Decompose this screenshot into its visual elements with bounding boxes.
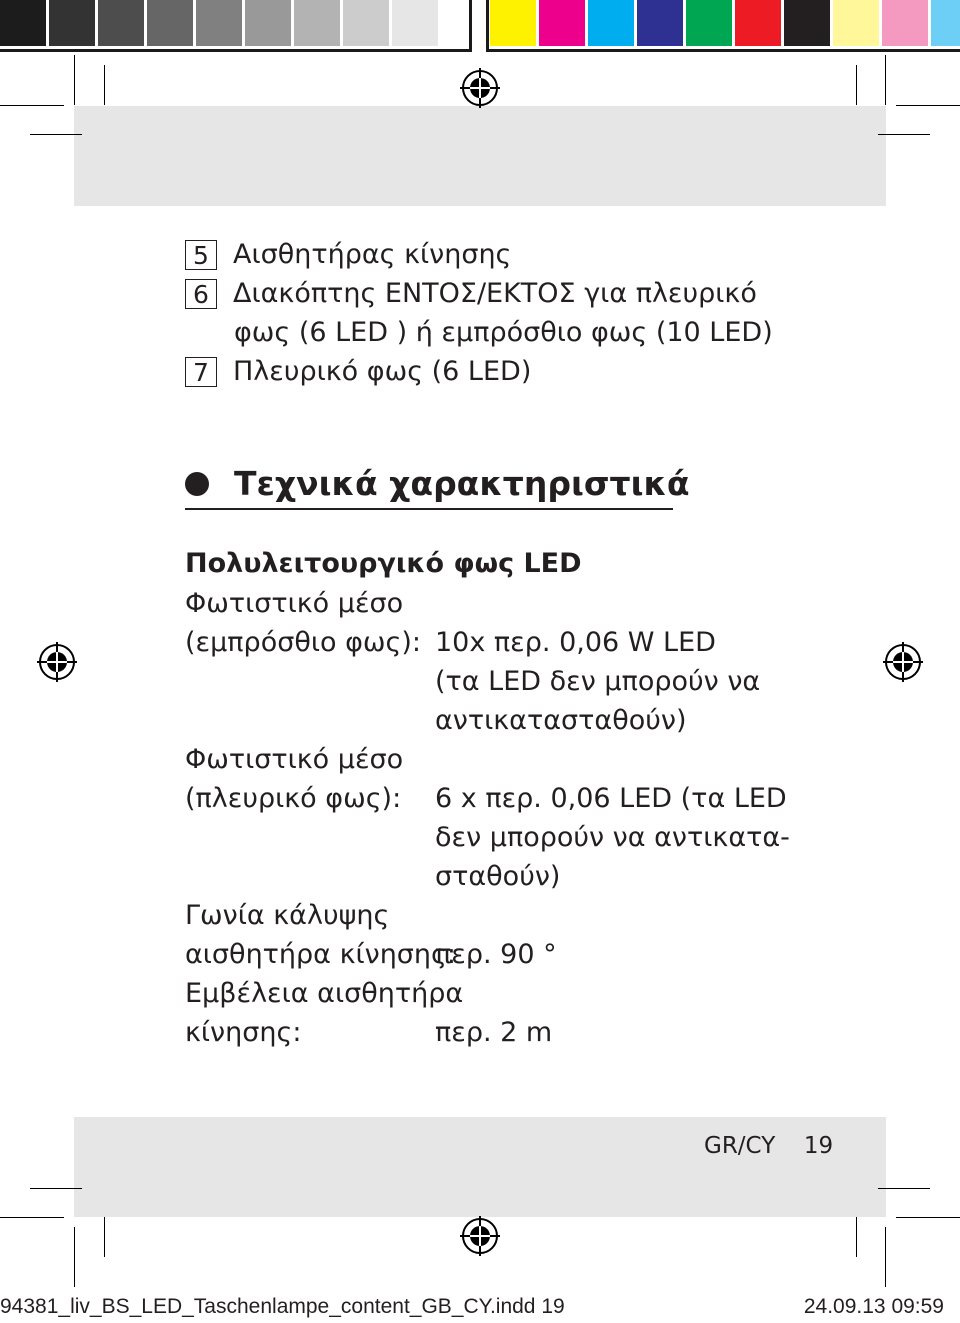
crop-mark [885,1227,886,1287]
crop-mark [856,1217,857,1257]
list-item-6-continued [234,312,773,352]
crop-mark [104,65,105,105]
spec-label: (εμπρόσθιο φως): [185,627,421,658]
spec-label: Φωτιστικό μέσο [185,744,404,775]
registration-mark-icon [883,642,923,682]
crop-mark [30,134,82,135]
color-bar-frame [486,0,960,52]
registration-mark-icon [460,1216,500,1256]
list-item-7 [185,351,531,391]
spec-value: (τα LED δεν μπορούν να [435,666,761,697]
subsection-title: Πολυλειτουργικό φως LED [185,548,582,579]
crop-mark [0,1217,64,1218]
header-band [74,106,886,206]
gray-bar-frame [0,0,472,52]
crop-mark [74,1227,75,1287]
item-text: φως (6 LED ) ή εμπρόσθιο φως (10 LED) [234,317,773,348]
section-title: Τεχνικά χαρακτηριστικά [234,464,690,503]
spec-value: περ. 90 ° [435,939,557,970]
registration-mark-icon [460,68,500,108]
item-number: 6 [185,279,217,309]
list-item-6 [185,273,757,313]
spec-value: 6 x περ. 0,06 LED (τα LED [435,783,787,814]
crop-mark [896,105,960,106]
spec-label: αισθητήρα κίνησης: [185,939,456,970]
crop-mark [856,65,857,105]
crop-mark [104,1217,105,1257]
bullet-icon [185,472,209,496]
spec-label: Φωτιστικό μέσο [185,588,404,619]
print-slug-filename: 94381_liv_BS_LED_Taschenlampe_content_GB_CY.indd 19 [0,1295,565,1318]
crop-mark [0,105,64,106]
spec-label: Εμβέλεια αισθητήρα [185,978,464,1009]
item-text: Πλευρικό φως (6 LED) [233,356,532,387]
language-code: GR/CY [704,1133,776,1159]
crop-mark [878,134,930,135]
crop-mark [878,1188,930,1189]
spec-value: αντικατασταθούν) [435,705,687,736]
page-number: 19 [803,1133,834,1159]
spec-value: 10x περ. 0,06 W LED [435,627,716,658]
crop-mark [30,1188,82,1189]
spec-value: περ. 2 m [435,1017,553,1048]
page-footer [704,1130,833,1162]
item-text: Διακόπτης ΕΝΤΟΣ/ΕΚΤΟΣ για πλευρικό [233,278,757,309]
print-slug-date: 24.09.13 09:59 [803,1295,944,1318]
list-item-5 [185,234,511,274]
spec-label: κίνησης: [185,1017,302,1048]
crop-mark [74,55,75,105]
item-number: 5 [185,240,217,270]
spec-value: σταθούν) [435,861,561,892]
item-text: Αισθητήρας κίνησης [233,239,512,270]
spec-label: Γωνία κάλυψης [185,900,390,931]
crop-mark [896,1217,960,1218]
registration-mark-icon [37,642,77,682]
spec-value: δεν μπορούν να αντικατα- [435,822,790,853]
crop-mark [885,55,886,105]
spec-label: (πλευρικό φως): [185,783,402,814]
section-heading [185,462,690,510]
item-number: 7 [185,357,217,387]
